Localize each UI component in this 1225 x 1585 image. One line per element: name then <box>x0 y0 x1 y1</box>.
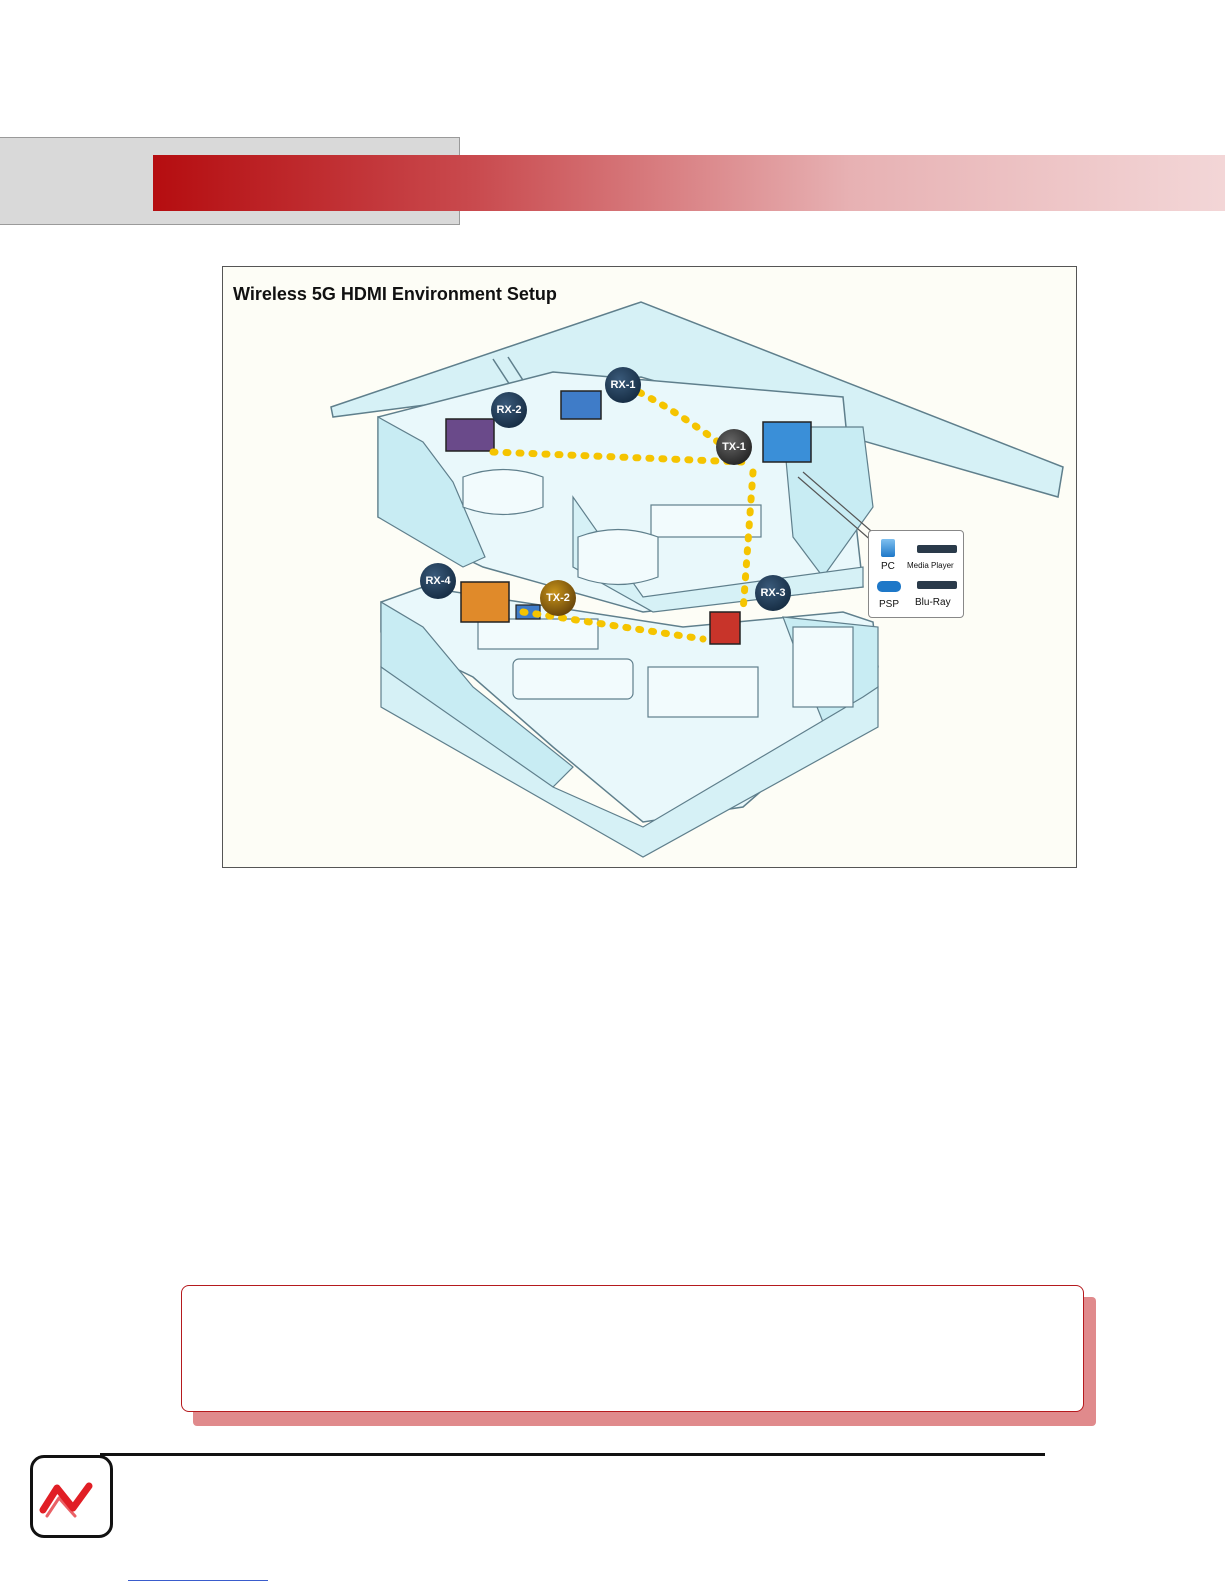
badge-rx1: RX-1 <box>605 367 641 403</box>
source-label-media-player: Media Player <box>907 561 954 570</box>
sources-panel <box>868 530 964 618</box>
environment-setup-figure <box>222 266 1077 868</box>
badge-rx2: RX-2 <box>491 392 527 428</box>
pc-icon <box>881 539 895 557</box>
source-label-psp: PSP <box>879 599 900 610</box>
figure-title: Wireless 5G HDMI Environment Setup <box>233 284 557 304</box>
media-player-icon <box>917 545 957 553</box>
note-box <box>181 1285 1084 1412</box>
badge-rx3: RX-3 <box>755 575 791 611</box>
header-red-gradient-bar <box>153 155 1225 211</box>
source-label-pc: PC <box>881 561 895 572</box>
footer-rule <box>100 1453 1045 1456</box>
logo-mark <box>30 1455 113 1538</box>
footer-link-underline[interactable] <box>128 1580 268 1581</box>
psp-icon <box>877 581 901 592</box>
logo-icon <box>33 1458 110 1535</box>
bluray-icon <box>917 581 957 589</box>
badge-tx1: TX-1 <box>716 429 752 465</box>
badge-tx2: TX-2 <box>540 580 576 616</box>
source-label-bluray: Blu-Ray <box>915 597 951 608</box>
badge-rx4: RX-4 <box>420 563 456 599</box>
